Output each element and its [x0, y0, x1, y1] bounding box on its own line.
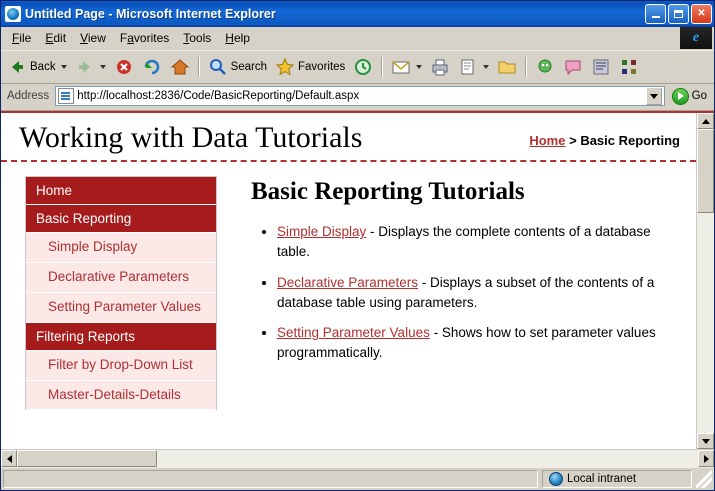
refresh-icon	[142, 57, 162, 77]
folders-button[interactable]	[494, 54, 520, 80]
declarative-parameters-link[interactable]: Declarative Parameters	[277, 274, 419, 290]
list-item	[277, 222, 670, 263]
menu-file[interactable]: File	[12, 31, 32, 45]
discuss-button[interactable]	[560, 54, 586, 80]
mail-icon	[391, 57, 411, 77]
research-icon	[591, 57, 611, 77]
mail-button[interactable]	[388, 54, 425, 80]
address-input[interactable]	[55, 86, 664, 106]
left-navigation	[25, 176, 217, 410]
scroll-up-button[interactable]	[697, 113, 714, 129]
back-button[interactable]	[4, 54, 70, 80]
breadcrumb-current: Basic Reporting	[580, 133, 680, 148]
address-label: Address	[7, 90, 50, 102]
article-heading: Basic Reporting Tutorials	[251, 178, 525, 205]
sidebar-item-master-details-details[interactable]: Master-Details-Details	[26, 381, 216, 411]
address-bar	[1, 84, 714, 111]
menu-tools[interactable]: Tools	[183, 31, 212, 45]
print-icon	[430, 57, 450, 77]
sidebar-item-filter-by-drop-down-list[interactable]: Filter by Drop-Down List	[26, 351, 216, 381]
back-label: Back	[30, 61, 56, 73]
print-button[interactable]	[427, 54, 453, 80]
list-item	[277, 323, 670, 364]
forward-dropdown-icon[interactable]	[100, 65, 106, 69]
go-label: Go	[691, 90, 707, 102]
home-button[interactable]	[167, 54, 193, 80]
sidebar-item-setting-parameter-values[interactable]: Setting Parameter Values	[26, 293, 216, 323]
minimize-button[interactable]	[645, 4, 666, 24]
go-button[interactable]	[668, 88, 711, 105]
ie-logo-icon: e	[680, 27, 712, 49]
stop-icon	[114, 57, 134, 77]
menu-help[interactable]: Help	[225, 31, 250, 45]
security-zone-label: Local intranet	[567, 473, 637, 485]
back-arrow-icon	[7, 57, 27, 77]
tutorial-list	[251, 222, 670, 364]
research-button[interactable]	[588, 54, 614, 80]
address-dropdown-button[interactable]	[646, 87, 662, 105]
sidebar-item-filtering-reports[interactable]: Filtering Reports	[26, 323, 216, 351]
status-message	[3, 470, 538, 488]
breadcrumb-home-link[interactable]: Home	[529, 133, 566, 148]
menu-view[interactable]: View	[80, 31, 106, 45]
page-title: Working with Data Tutorials	[19, 121, 363, 154]
menu-favorites[interactable]: Favorites	[119, 31, 170, 45]
list-item-text: - Displays the complete contents of a database table.	[277, 224, 651, 260]
folder-icon	[497, 57, 517, 77]
simple-display-link[interactable]: Simple Display	[277, 224, 367, 239]
messenger-button[interactable]	[532, 54, 558, 80]
forward-arrow-icon	[75, 57, 95, 77]
browser-viewport	[1, 111, 714, 449]
page-body	[1, 162, 696, 410]
stop-button[interactable]	[111, 54, 137, 80]
scroll-right-button[interactable]	[698, 450, 714, 467]
address-url-text: http://localhost:2836/Code/BasicReporting/Default.aspx	[77, 90, 360, 102]
toolbar-separator-1	[198, 57, 200, 77]
vertical-scrollbar[interactable]	[696, 113, 714, 449]
web-page	[1, 113, 696, 449]
edit-page-icon	[458, 57, 478, 77]
go-icon	[672, 88, 689, 105]
home-icon	[170, 57, 190, 77]
history-button[interactable]	[350, 54, 376, 80]
close-button[interactable]: ✕	[691, 4, 712, 24]
list-item	[277, 273, 670, 314]
toolbar-separator-2	[381, 57, 383, 77]
sidebar-item-simple-display[interactable]: Simple Display	[26, 233, 216, 263]
star-icon	[275, 57, 295, 77]
list-item-text: - Displays a subset of the contents of a database table using parameters.	[277, 274, 655, 310]
messenger-icon	[535, 57, 555, 77]
vertical-scroll-track[interactable]	[697, 213, 714, 433]
list-item-text: - Shows how to set parameter values programmatically.	[277, 325, 656, 361]
sidebar-item-home[interactable]: Home	[26, 177, 216, 205]
horizontal-scrollbar[interactable]	[1, 449, 714, 467]
horizontal-scroll-thumb[interactable]	[17, 450, 157, 467]
breadcrumb	[529, 133, 680, 154]
toolbar	[1, 50, 714, 84]
favorites-label: Favorites	[298, 61, 346, 73]
status-bar	[1, 467, 714, 490]
resize-grip[interactable]	[696, 470, 712, 488]
sidebar-item-basic-reporting[interactable]: Basic Reporting	[26, 205, 216, 233]
breadcrumb-separator: >	[569, 133, 577, 148]
title-bar	[1, 1, 714, 27]
refresh-button[interactable]	[139, 54, 165, 80]
window-controls	[645, 4, 712, 24]
page-header	[1, 113, 696, 162]
scroll-down-button[interactable]	[697, 433, 714, 449]
maximize-button[interactable]	[668, 4, 689, 24]
article	[217, 176, 696, 410]
vertical-scroll-thumb[interactable]	[697, 129, 714, 213]
status-badge	[542, 470, 692, 488]
toolbar-separator-3	[525, 57, 527, 77]
page-icon	[58, 88, 74, 104]
discuss-icon	[563, 57, 583, 77]
edit-dropdown-icon[interactable]	[483, 65, 489, 69]
window-title: Untitled Page - Microsoft Internet Explorer	[25, 7, 276, 21]
menu-edit[interactable]: Edit	[45, 31, 67, 45]
menu-bar	[1, 27, 714, 50]
forward-button[interactable]	[72, 54, 109, 80]
history-icon	[353, 57, 373, 77]
scroll-left-button[interactable]	[1, 450, 17, 467]
encoding-icon	[619, 57, 639, 77]
globe-icon	[549, 472, 563, 486]
search-icon	[208, 57, 228, 77]
setting-parameter-values-link[interactable]: Setting Parameter Values	[277, 325, 430, 340]
back-dropdown-icon[interactable]	[61, 65, 67, 69]
ie-page-icon	[5, 6, 21, 22]
search-button[interactable]	[205, 54, 270, 80]
edit-button[interactable]	[455, 54, 492, 80]
encoding-button[interactable]	[616, 54, 642, 80]
search-label: Search	[230, 61, 268, 73]
sidebar-item-declarative-parameters[interactable]: Declarative Parameters	[26, 263, 216, 293]
mail-dropdown-icon[interactable]	[416, 65, 422, 69]
horizontal-scroll-track[interactable]	[157, 450, 698, 467]
favorites-button[interactable]	[272, 54, 348, 80]
